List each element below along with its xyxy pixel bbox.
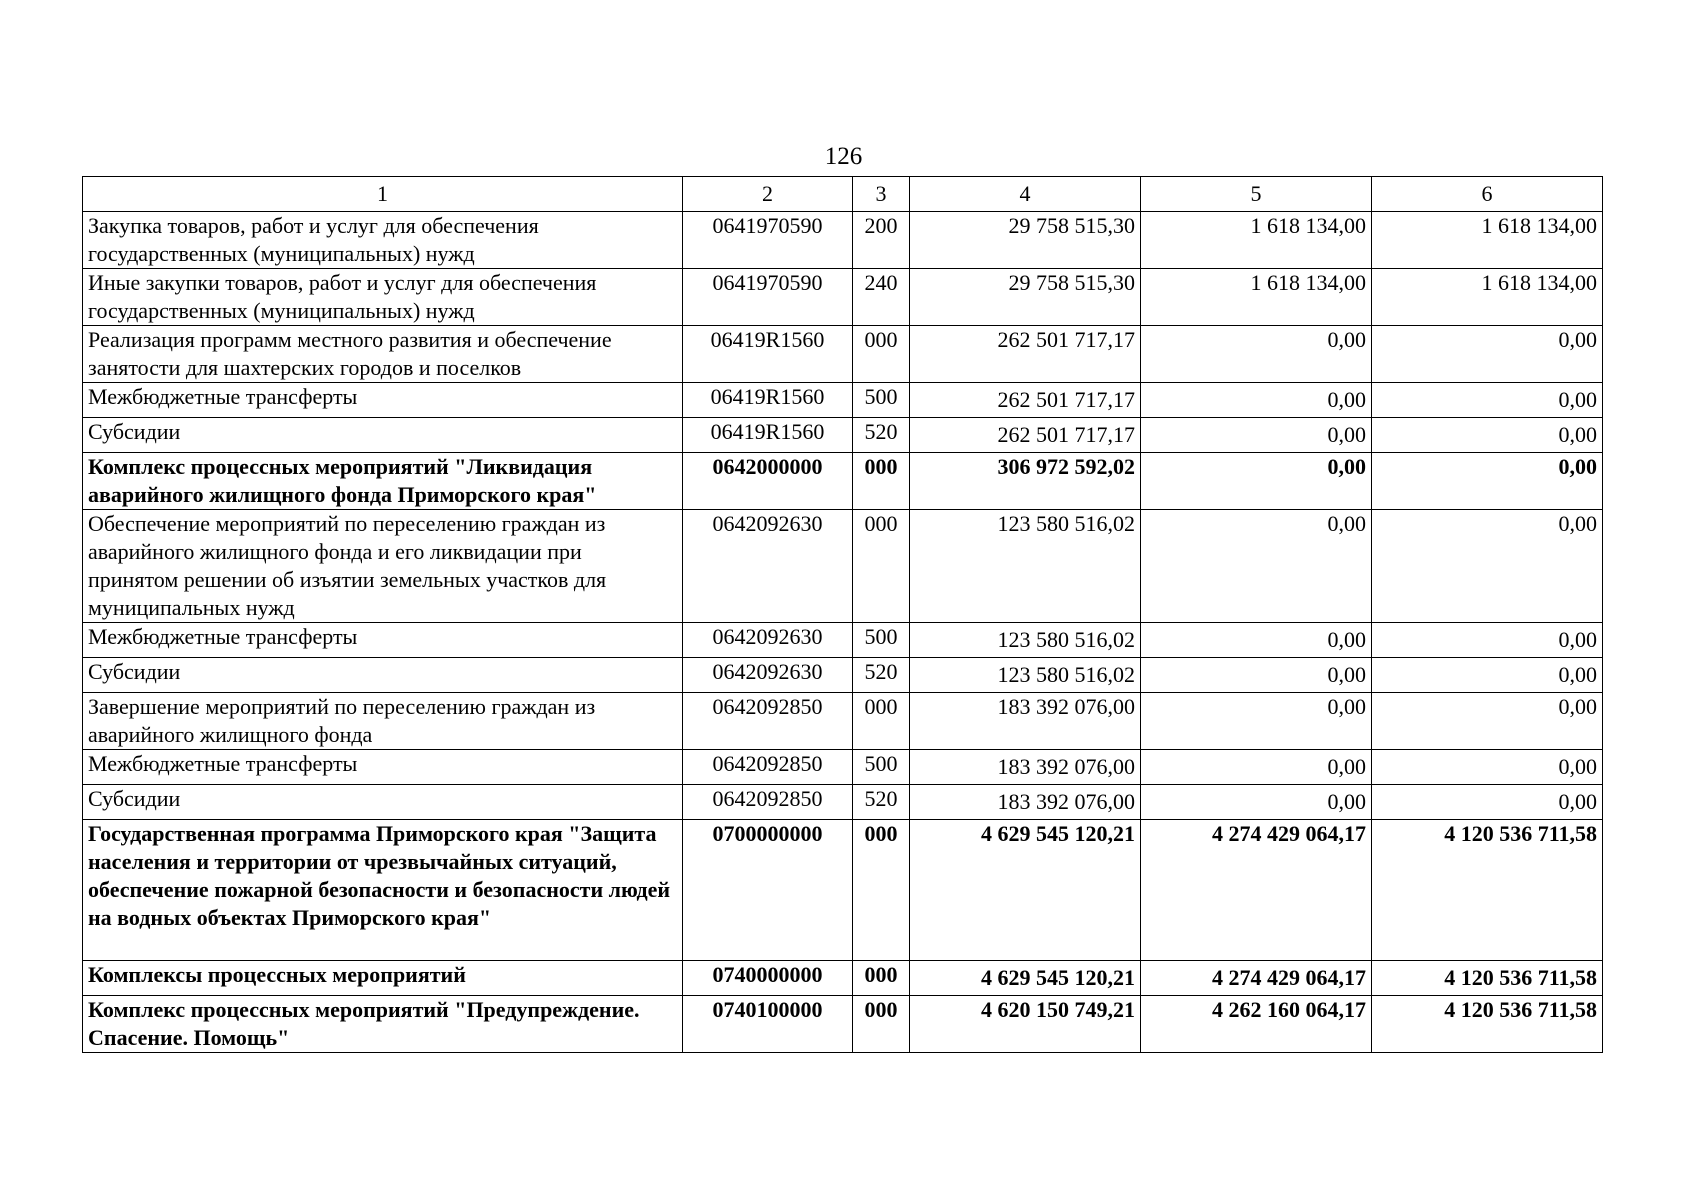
row-amount-col6-cell: 0,00 bbox=[1372, 750, 1603, 785]
row-amount-col5-cell: 0,00 bbox=[1141, 326, 1372, 383]
row-name-cell: Субсидии bbox=[83, 785, 683, 820]
row-name-cell: Комплексы процессных мероприятий bbox=[83, 961, 683, 996]
table-row bbox=[83, 820, 1603, 961]
row-csr-code-cell: 0642092630 bbox=[683, 658, 853, 693]
table-body bbox=[83, 212, 1603, 1053]
table-row bbox=[83, 383, 1603, 418]
table-row bbox=[83, 996, 1603, 1053]
row-vr-code-cell: 000 bbox=[853, 510, 910, 623]
row-amount-col4-cell: 4 620 150 749,21 bbox=[910, 996, 1141, 1053]
table-row bbox=[83, 623, 1603, 658]
table-row bbox=[83, 961, 1603, 996]
row-amount-col5-cell: 0,00 bbox=[1141, 453, 1372, 510]
row-amount-col5-cell: 0,00 bbox=[1141, 785, 1372, 820]
row-amount-col6-cell: 4 120 536 711,58 bbox=[1372, 996, 1603, 1053]
row-vr-code-cell: 000 bbox=[853, 996, 910, 1053]
row-amount-col5-cell: 0,00 bbox=[1141, 750, 1372, 785]
row-vr-code-cell: 500 bbox=[853, 750, 910, 785]
row-amount-col5-cell: 1 618 134,00 bbox=[1141, 212, 1372, 269]
page-number: 126 bbox=[824, 143, 863, 170]
row-amount-col6-cell: 4 120 536 711,58 bbox=[1372, 820, 1603, 961]
row-vr-code-cell: 000 bbox=[853, 693, 910, 750]
row-amount-col6-cell: 0,00 bbox=[1372, 623, 1603, 658]
budget-table bbox=[82, 176, 1603, 1053]
row-vr-code-cell: 520 bbox=[853, 418, 910, 453]
row-vr-code-cell: 520 bbox=[853, 658, 910, 693]
row-amount-col4-cell: 262 501 717,17 bbox=[910, 383, 1141, 418]
row-csr-code-cell: 06419R1560 bbox=[683, 383, 853, 418]
table-row bbox=[83, 693, 1603, 750]
row-amount-col6-cell: 0,00 bbox=[1372, 510, 1603, 623]
row-vr-code-cell: 500 bbox=[853, 623, 910, 658]
row-amount-col5-cell: 0,00 bbox=[1141, 383, 1372, 418]
row-amount-col4-cell: 183 392 076,00 bbox=[910, 785, 1141, 820]
row-amount-col6-cell: 0,00 bbox=[1372, 418, 1603, 453]
row-vr-code-cell: 240 bbox=[853, 269, 910, 326]
row-name-cell: Иные закупки товаров, работ и услуг для обеспечения государственных (муниципальных) нужд bbox=[83, 269, 683, 326]
row-csr-code-cell: 0642092630 bbox=[683, 623, 853, 658]
row-name-cell: Межбюджетные трансферты bbox=[83, 623, 683, 658]
row-csr-code-cell: 0641970590 bbox=[683, 212, 853, 269]
row-amount-col4-cell: 4 629 545 120,21 bbox=[910, 961, 1141, 996]
row-amount-col4-cell: 262 501 717,17 bbox=[910, 326, 1141, 383]
row-amount-col4-cell: 123 580 516,02 bbox=[910, 623, 1141, 658]
row-vr-code-cell: 500 bbox=[853, 383, 910, 418]
row-amount-col6-cell: 4 120 536 711,58 bbox=[1372, 961, 1603, 996]
row-csr-code-cell: 0740000000 bbox=[683, 961, 853, 996]
row-name-cell: Комплекс процессных мероприятий "Ликвидация аварийного жилищного фонда Приморского края" bbox=[83, 453, 683, 510]
row-amount-col4-cell: 183 392 076,00 bbox=[910, 693, 1141, 750]
table-row bbox=[83, 453, 1603, 510]
row-name-cell: Обеспечение мероприятий по переселению граждан из аварийного жилищного фонда и его ликвидации при принятом решении об изъятии земельных участков для муниципальных нужд bbox=[83, 510, 683, 623]
row-amount-col4-cell: 4 629 545 120,21 bbox=[910, 820, 1141, 961]
table-row bbox=[83, 326, 1603, 383]
row-vr-code-cell: 520 bbox=[853, 785, 910, 820]
row-amount-col5-cell: 4 274 429 064,17 bbox=[1141, 820, 1372, 961]
row-amount-col6-cell: 1 618 134,00 bbox=[1372, 269, 1603, 326]
row-csr-code-cell: 0641970590 bbox=[683, 269, 853, 326]
table-row bbox=[83, 418, 1603, 453]
row-name-cell: Субсидии bbox=[83, 418, 683, 453]
col-header-2: 2 bbox=[683, 177, 853, 212]
row-amount-col6-cell: 0,00 bbox=[1372, 326, 1603, 383]
row-amount-col5-cell: 0,00 bbox=[1141, 418, 1372, 453]
row-amount-col4-cell: 29 758 515,30 bbox=[910, 269, 1141, 326]
row-name-cell: Субсидии bbox=[83, 658, 683, 693]
table-header-row bbox=[83, 177, 1603, 212]
row-csr-code-cell: 0642092630 bbox=[683, 510, 853, 623]
row-amount-col6-cell: 0,00 bbox=[1372, 785, 1603, 820]
row-csr-code-cell: 0642092850 bbox=[683, 785, 853, 820]
row-amount-col6-cell: 1 618 134,00 bbox=[1372, 212, 1603, 269]
row-csr-code-cell: 0642000000 bbox=[683, 453, 853, 510]
row-vr-code-cell: 000 bbox=[853, 820, 910, 961]
table-row bbox=[83, 269, 1603, 326]
row-name-cell: Завершение мероприятий по переселению граждан из аварийного жилищного фонда bbox=[83, 693, 683, 750]
row-amount-col4-cell: 29 758 515,30 bbox=[910, 212, 1141, 269]
col-header-6: 6 bbox=[1372, 177, 1603, 212]
row-csr-code-cell: 0740100000 bbox=[683, 996, 853, 1053]
row-amount-col5-cell: 1 618 134,00 bbox=[1141, 269, 1372, 326]
row-vr-code-cell: 000 bbox=[853, 326, 910, 383]
col-header-1: 1 bbox=[83, 177, 683, 212]
row-csr-code-cell: 0642092850 bbox=[683, 693, 853, 750]
row-amount-col5-cell: 4 274 429 064,17 bbox=[1141, 961, 1372, 996]
row-amount-col6-cell: 0,00 bbox=[1372, 453, 1603, 510]
row-vr-code-cell: 000 bbox=[853, 961, 910, 996]
row-amount-col4-cell: 123 580 516,02 bbox=[910, 510, 1141, 623]
row-vr-code-cell: 200 bbox=[853, 212, 910, 269]
row-csr-code-cell: 06419R1560 bbox=[683, 326, 853, 383]
row-name-cell: Реализация программ местного развития и обеспечение занятости для шахтерских городов и поселков bbox=[83, 326, 683, 383]
table-row bbox=[83, 785, 1603, 820]
row-amount-col5-cell: 4 262 160 064,17 bbox=[1141, 996, 1372, 1053]
table-row bbox=[83, 212, 1603, 269]
row-csr-code-cell: 0700000000 bbox=[683, 820, 853, 961]
row-amount-col4-cell: 262 501 717,17 bbox=[910, 418, 1141, 453]
row-amount-col5-cell: 0,00 bbox=[1141, 693, 1372, 750]
row-name-cell: Закупка товаров, работ и услуг для обеспечения государственных (муниципальных) нужд bbox=[83, 212, 683, 269]
row-name-cell: Комплекс процессных мероприятий "Предупреждение. Спасение. Помощь" bbox=[83, 996, 683, 1053]
row-name-cell: Межбюджетные трансферты bbox=[83, 383, 683, 418]
table-row bbox=[83, 750, 1603, 785]
table-row bbox=[83, 510, 1603, 623]
col-header-4: 4 bbox=[910, 177, 1141, 212]
row-name-cell: Государственная программа Приморского края "Защита населения и территории от чрезвычайных ситуаций, обеспечение пожарной безопасности и безопасности людей на водных объектах Приморского края" bbox=[83, 820, 683, 961]
row-amount-col5-cell: 0,00 bbox=[1141, 623, 1372, 658]
row-csr-code-cell: 0642092850 bbox=[683, 750, 853, 785]
row-vr-code-cell: 000 bbox=[853, 453, 910, 510]
col-header-3: 3 bbox=[853, 177, 910, 212]
row-amount-col6-cell: 0,00 bbox=[1372, 383, 1603, 418]
table-row bbox=[83, 658, 1603, 693]
row-amount-col4-cell: 123 580 516,02 bbox=[910, 658, 1141, 693]
row-csr-code-cell: 06419R1560 bbox=[683, 418, 853, 453]
row-amount-col6-cell: 0,00 bbox=[1372, 658, 1603, 693]
row-amount-col5-cell: 0,00 bbox=[1141, 510, 1372, 623]
row-amount-col6-cell: 0,00 bbox=[1372, 693, 1603, 750]
row-amount-col4-cell: 306 972 592,02 bbox=[910, 453, 1141, 510]
row-name-cell: Межбюджетные трансферты bbox=[83, 750, 683, 785]
row-amount-col5-cell: 0,00 bbox=[1141, 658, 1372, 693]
row-amount-col4-cell: 183 392 076,00 bbox=[910, 750, 1141, 785]
col-header-5: 5 bbox=[1141, 177, 1372, 212]
